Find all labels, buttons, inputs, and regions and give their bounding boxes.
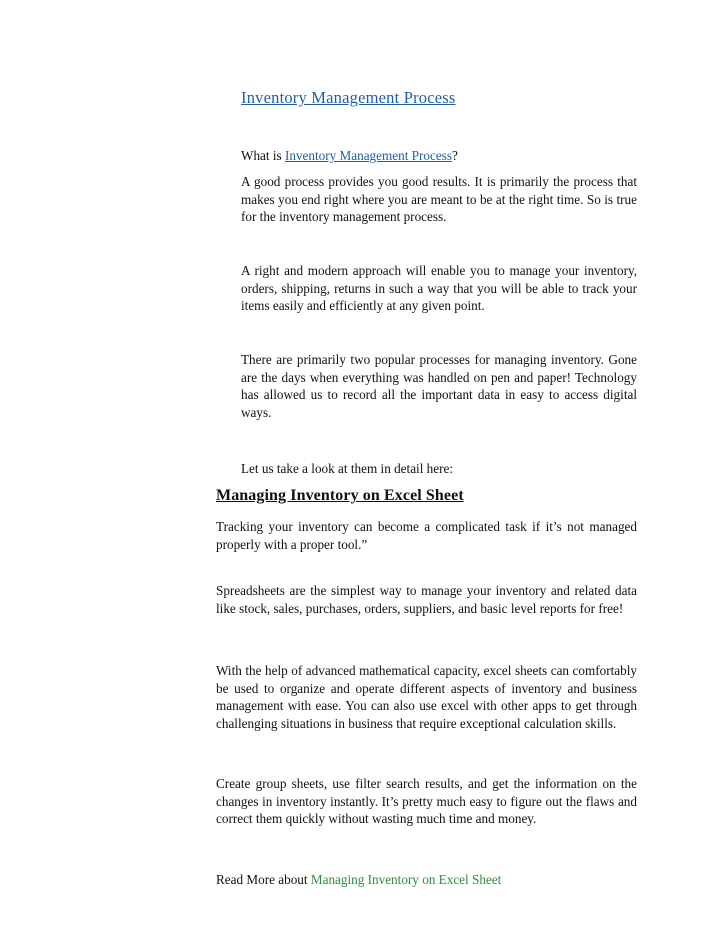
- question-line: [241, 147, 637, 165]
- intro-paragraph-2: A right and modern approach will enable you to manage your inventory, orders, shipping, returns in such a way that you will be able to track your items easily and efficiently at any given point.: [241, 263, 637, 313]
- read-more-prefix: Read More about: [216, 872, 311, 887]
- intro-paragraph-1: A good process provides you good results. It is primarily the process that makes you end right where you are meant to be at the right time. So is true for the inventory management process.: [241, 174, 637, 224]
- read-more-link[interactable]: Managing Inventory on Excel Sheet: [310, 872, 502, 887]
- document-title[interactable]: Inventory Management Process: [241, 88, 456, 107]
- section-paragraph-4: Create group sheets, use filter search results, and get the information on the changes in inventory instantly. It’s pretty much easy to figure out the flaws and correct them quickly without wasting much time and money.: [216, 776, 637, 826]
- section-paragraph-2: Spreadsheets are the simplest way to manage your inventory and related data like stock, sales, purchases, orders, suppliers, and basic level reports for free!: [216, 583, 637, 616]
- section-heading: Managing Inventory on Excel Sheet: [216, 487, 464, 504]
- section-paragraph-1: Tracking your inventory can become a complicated task if it’s not managed properly with a proper tool.”: [216, 519, 637, 552]
- intro-paragraph-4: Let us take a look at them in detail here:: [241, 461, 454, 476]
- read-more-line: [216, 871, 637, 889]
- question-prefix: What is: [241, 148, 285, 163]
- question-link[interactable]: Inventory Management Process: [284, 148, 452, 163]
- section-paragraph-3: With the help of advanced mathematical capacity, excel sheets can comfortably be used to organize and operate different aspects of inventory and business management with ease. You can also use excel with other apps to get through challenging situations in business that require exceptional calculation skills.: [216, 663, 637, 731]
- question-suffix: ?: [451, 148, 458, 163]
- intro-paragraph-3: There are primarily two popular processes for managing inventory. Gone are the days when everything was handled on pen and paper! Technology has allowed us to record all the important data in easy to access digital ways.: [241, 352, 637, 420]
